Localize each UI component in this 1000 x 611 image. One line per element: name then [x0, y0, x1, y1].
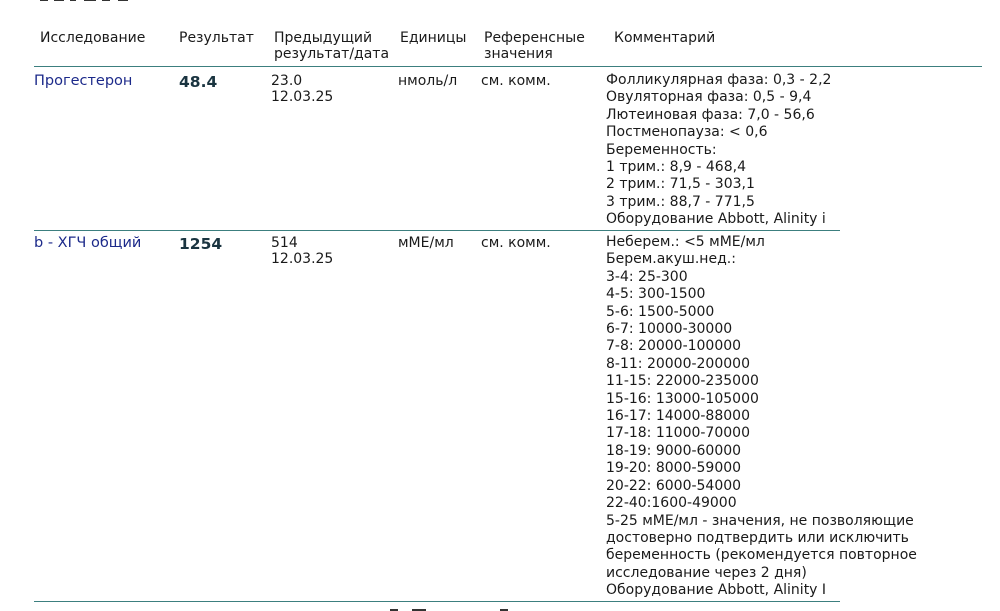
clipped-text-top [40, 0, 170, 7]
comment-line: 2 трим.: 71,5 - 303,1 [606, 176, 755, 193]
comment-line: 18-19: 9000-60000 [606, 442, 742, 459]
clipped-text-bottom [200, 601, 520, 611]
row-divider [34, 230, 840, 231]
header-comment: Комментарий [614, 30, 716, 46]
previous-result [271, 235, 333, 267]
header-units: Единицы [400, 30, 467, 46]
header-previous-line1: Предыдущий [274, 30, 373, 46]
comment-line: Овуляторная фаза: 0,5 - 9,4 [606, 89, 812, 106]
comment-line: 3-4: 25-300 [606, 268, 688, 285]
comment-line: 8-11: 20000-200000 [606, 355, 750, 372]
header-previous-line2: результат/дата [274, 46, 390, 62]
previous-date: 12.03.25 [271, 251, 334, 267]
previous-value: 514 [271, 235, 298, 251]
comment-line: 19-20: 8000-59000 [606, 460, 742, 477]
comment-line: 16-17: 14000-88000 [606, 408, 750, 425]
comment-line: 4-5: 300-1500 [606, 286, 706, 303]
comment-line: Постменопауза: < 0,6 [606, 124, 768, 141]
header-previous [274, 30, 389, 62]
comment-block [606, 72, 831, 229]
comment-line: Оборудование Abbott, Alinity i [606, 211, 826, 228]
comment-line: Неберем.: <5 мМЕ/мл [606, 234, 765, 250]
comment-line: 11-15: 22000-235000 [606, 373, 759, 390]
comment-line: 7-8: 20000-100000 [606, 338, 742, 355]
units: нмоль/л [398, 73, 458, 89]
result-value: 1254 [179, 235, 223, 253]
comment-line: 17-18: 11000-70000 [606, 425, 750, 442]
previous-date: 12.03.25 [271, 89, 334, 105]
comment-line: 6-7: 10000-30000 [606, 321, 733, 338]
comment-line: 1 трим.: 8,9 - 468,4 [606, 159, 746, 176]
comment-line: исследование через 2 дня) [606, 564, 807, 581]
reference-values: см. комм. [481, 73, 551, 89]
comment-line: достоверно подтвердить или исключить [606, 529, 909, 546]
reference-values: см. комм. [481, 235, 551, 251]
comment-line: беременность (рекомендуется повторное [606, 547, 917, 564]
comment-line: 15-16: 13000-105000 [606, 390, 759, 407]
header-test: Исследование [40, 30, 146, 46]
comment-line: 20-22: 6000-54000 [606, 477, 742, 494]
header-reference [484, 30, 585, 62]
comment-line: 3 трим.: 88,7 - 771,5 [606, 193, 755, 210]
comment-line: 5-6: 1500-5000 [606, 303, 715, 320]
comment-line: Фолликулярная фаза: 0,3 - 2,2 [606, 72, 832, 88]
header-reference-line2: значения [484, 46, 553, 62]
test-name: Прогестерон [34, 73, 133, 89]
comment-line: Беременность: [606, 141, 717, 158]
result-value: 48.4 [179, 73, 218, 91]
comment-line: 5-25 мМЕ/мл - значения, не позволяющие [606, 512, 914, 529]
comment-block [606, 234, 917, 600]
header-reference-line1: Референсные [484, 30, 585, 46]
test-name: b - ХГЧ общий [34, 235, 142, 251]
previous-value: 23.0 [271, 73, 303, 89]
comment-line: Лютеиновая фаза: 7,0 - 56,6 [606, 106, 815, 123]
previous-result [271, 73, 333, 105]
header-divider [34, 66, 982, 67]
comment-line: Оборудование Abbott, Alinity I [606, 582, 827, 599]
comment-line: Берем.акуш.нед.: [606, 251, 736, 268]
comment-line: 22-40:1600-49000 [606, 495, 737, 512]
header-result: Результат [179, 30, 254, 46]
units: мМЕ/мл [398, 235, 454, 251]
